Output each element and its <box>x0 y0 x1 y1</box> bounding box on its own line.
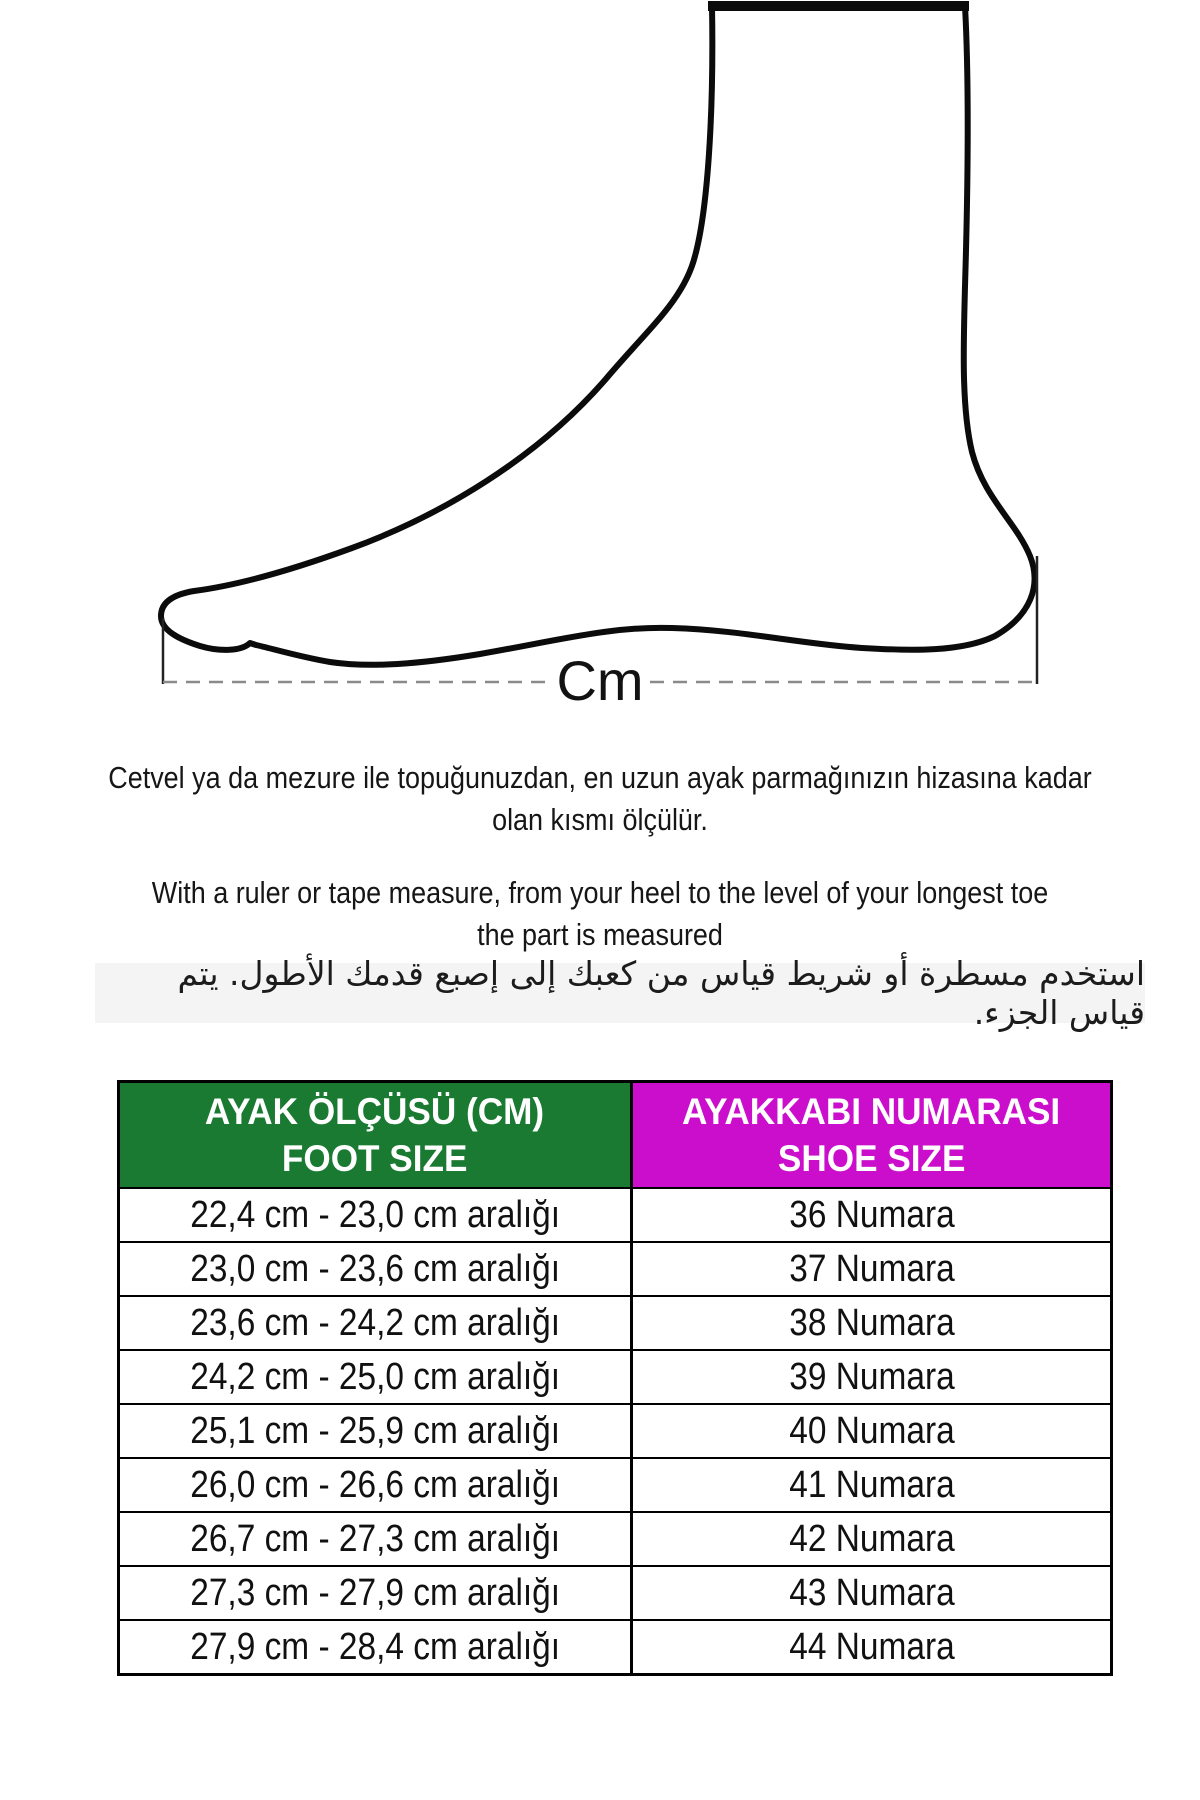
shoe-size-cell <box>633 1621 1110 1673</box>
shoe-size-cell <box>633 1351 1110 1403</box>
size-table <box>117 1080 1113 1676</box>
shoe-size-value: 41 Numara <box>788 1463 955 1506</box>
table-row <box>120 1187 1110 1241</box>
table-row <box>120 1511 1110 1565</box>
shoe-size-value: 39 Numara <box>788 1355 955 1398</box>
foot-size-value: 26,7 cm - 27,3 cm aralığı <box>190 1517 560 1560</box>
foot-size-cell <box>120 1405 633 1457</box>
cm-label: Cm <box>556 649 644 712</box>
foot-size-cell <box>120 1243 633 1295</box>
instruction-english <box>78 872 1122 956</box>
table-row <box>120 1295 1110 1349</box>
table-row <box>120 1349 1110 1403</box>
shoe-size-value: 44 Numara <box>788 1625 955 1668</box>
shoe-size-header-line2: SHOE SIZE <box>777 1138 966 1179</box>
shoe-size-value: 36 Numara <box>788 1193 955 1236</box>
foot-size-value: 23,6 cm - 24,2 cm aralığı <box>190 1301 560 1344</box>
foot-size-value: 25,1 cm - 25,9 cm aralığı <box>190 1409 560 1452</box>
shoe-size-cell <box>633 1297 1110 1349</box>
shoe-size-value: 40 Numara <box>788 1409 955 1452</box>
foot-outline <box>161 6 1035 665</box>
table-row <box>120 1457 1110 1511</box>
shoe-size-cell <box>633 1405 1110 1457</box>
shoe-size-value: 37 Numara <box>788 1247 955 1290</box>
shoe-size-header-line1: AYAKKABI NUMARASI <box>682 1091 1061 1132</box>
instruction-arabic <box>95 954 1145 1032</box>
foot-size-value: 24,2 cm - 25,0 cm aralığı <box>190 1355 560 1398</box>
instruction-turkish-line2: olan kısmı ölçülür. <box>492 802 708 837</box>
foot-size-cell <box>120 1459 633 1511</box>
shoe-size-value: 42 Numara <box>788 1517 955 1560</box>
table-row <box>120 1403 1110 1457</box>
instruction-turkish-line1: Cetvel ya da mezure ile topuğunuzdan, en uzun ayak parmağınızın hizasına kadar <box>108 760 1092 795</box>
foot-size-header-line1: AYAK ÖLÇÜSÜ (CM) <box>205 1091 545 1132</box>
foot-size-cell <box>120 1567 633 1619</box>
foot-size-value: 26,0 cm - 26,6 cm aralığı <box>190 1463 560 1506</box>
foot-size-header-line2: FOOT SIZE <box>282 1138 468 1179</box>
foot-size-cell <box>120 1297 633 1349</box>
foot-size-cell <box>120 1621 633 1673</box>
shoe-size-cell <box>633 1189 1110 1241</box>
foot-size-value: 27,9 cm - 28,4 cm aralığı <box>190 1625 560 1668</box>
shoe-size-cell <box>633 1459 1110 1511</box>
foot-size-cell <box>120 1513 633 1565</box>
size-table-header <box>120 1083 1110 1187</box>
shoe-size-cell <box>633 1567 1110 1619</box>
instruction-arabic-text: استخدم مسطرة أو شريط قياس من كعبك إلى إصبع قدمك الأطول. يتم قياس الجزء. <box>177 954 1145 1032</box>
instruction-english-line2: the part is measured <box>477 917 723 952</box>
foot-size-value: 27,3 cm - 27,9 cm aralığı <box>190 1571 560 1614</box>
shoe-size-cell <box>633 1243 1110 1295</box>
foot-size-value: 22,4 cm - 23,0 cm aralığı <box>190 1193 560 1236</box>
instruction-turkish <box>78 757 1122 841</box>
table-row <box>120 1241 1110 1295</box>
table-row <box>120 1619 1110 1673</box>
shoe-size-header <box>633 1083 1110 1187</box>
shoe-size-value: 38 Numara <box>788 1301 955 1344</box>
table-row <box>120 1565 1110 1619</box>
foot-size-header <box>120 1083 633 1187</box>
instruction-english-line1: With a ruler or tape measure, from your heel to the level of your longest toe <box>151 875 1049 910</box>
foot-diagram <box>0 0 1200 740</box>
foot-size-cell <box>120 1351 633 1403</box>
foot-size-cell <box>120 1189 633 1241</box>
shoe-size-cell <box>633 1513 1110 1565</box>
foot-size-value: 23,0 cm - 23,6 cm aralığı <box>190 1247 560 1290</box>
shoe-size-value: 43 Numara <box>788 1571 955 1614</box>
